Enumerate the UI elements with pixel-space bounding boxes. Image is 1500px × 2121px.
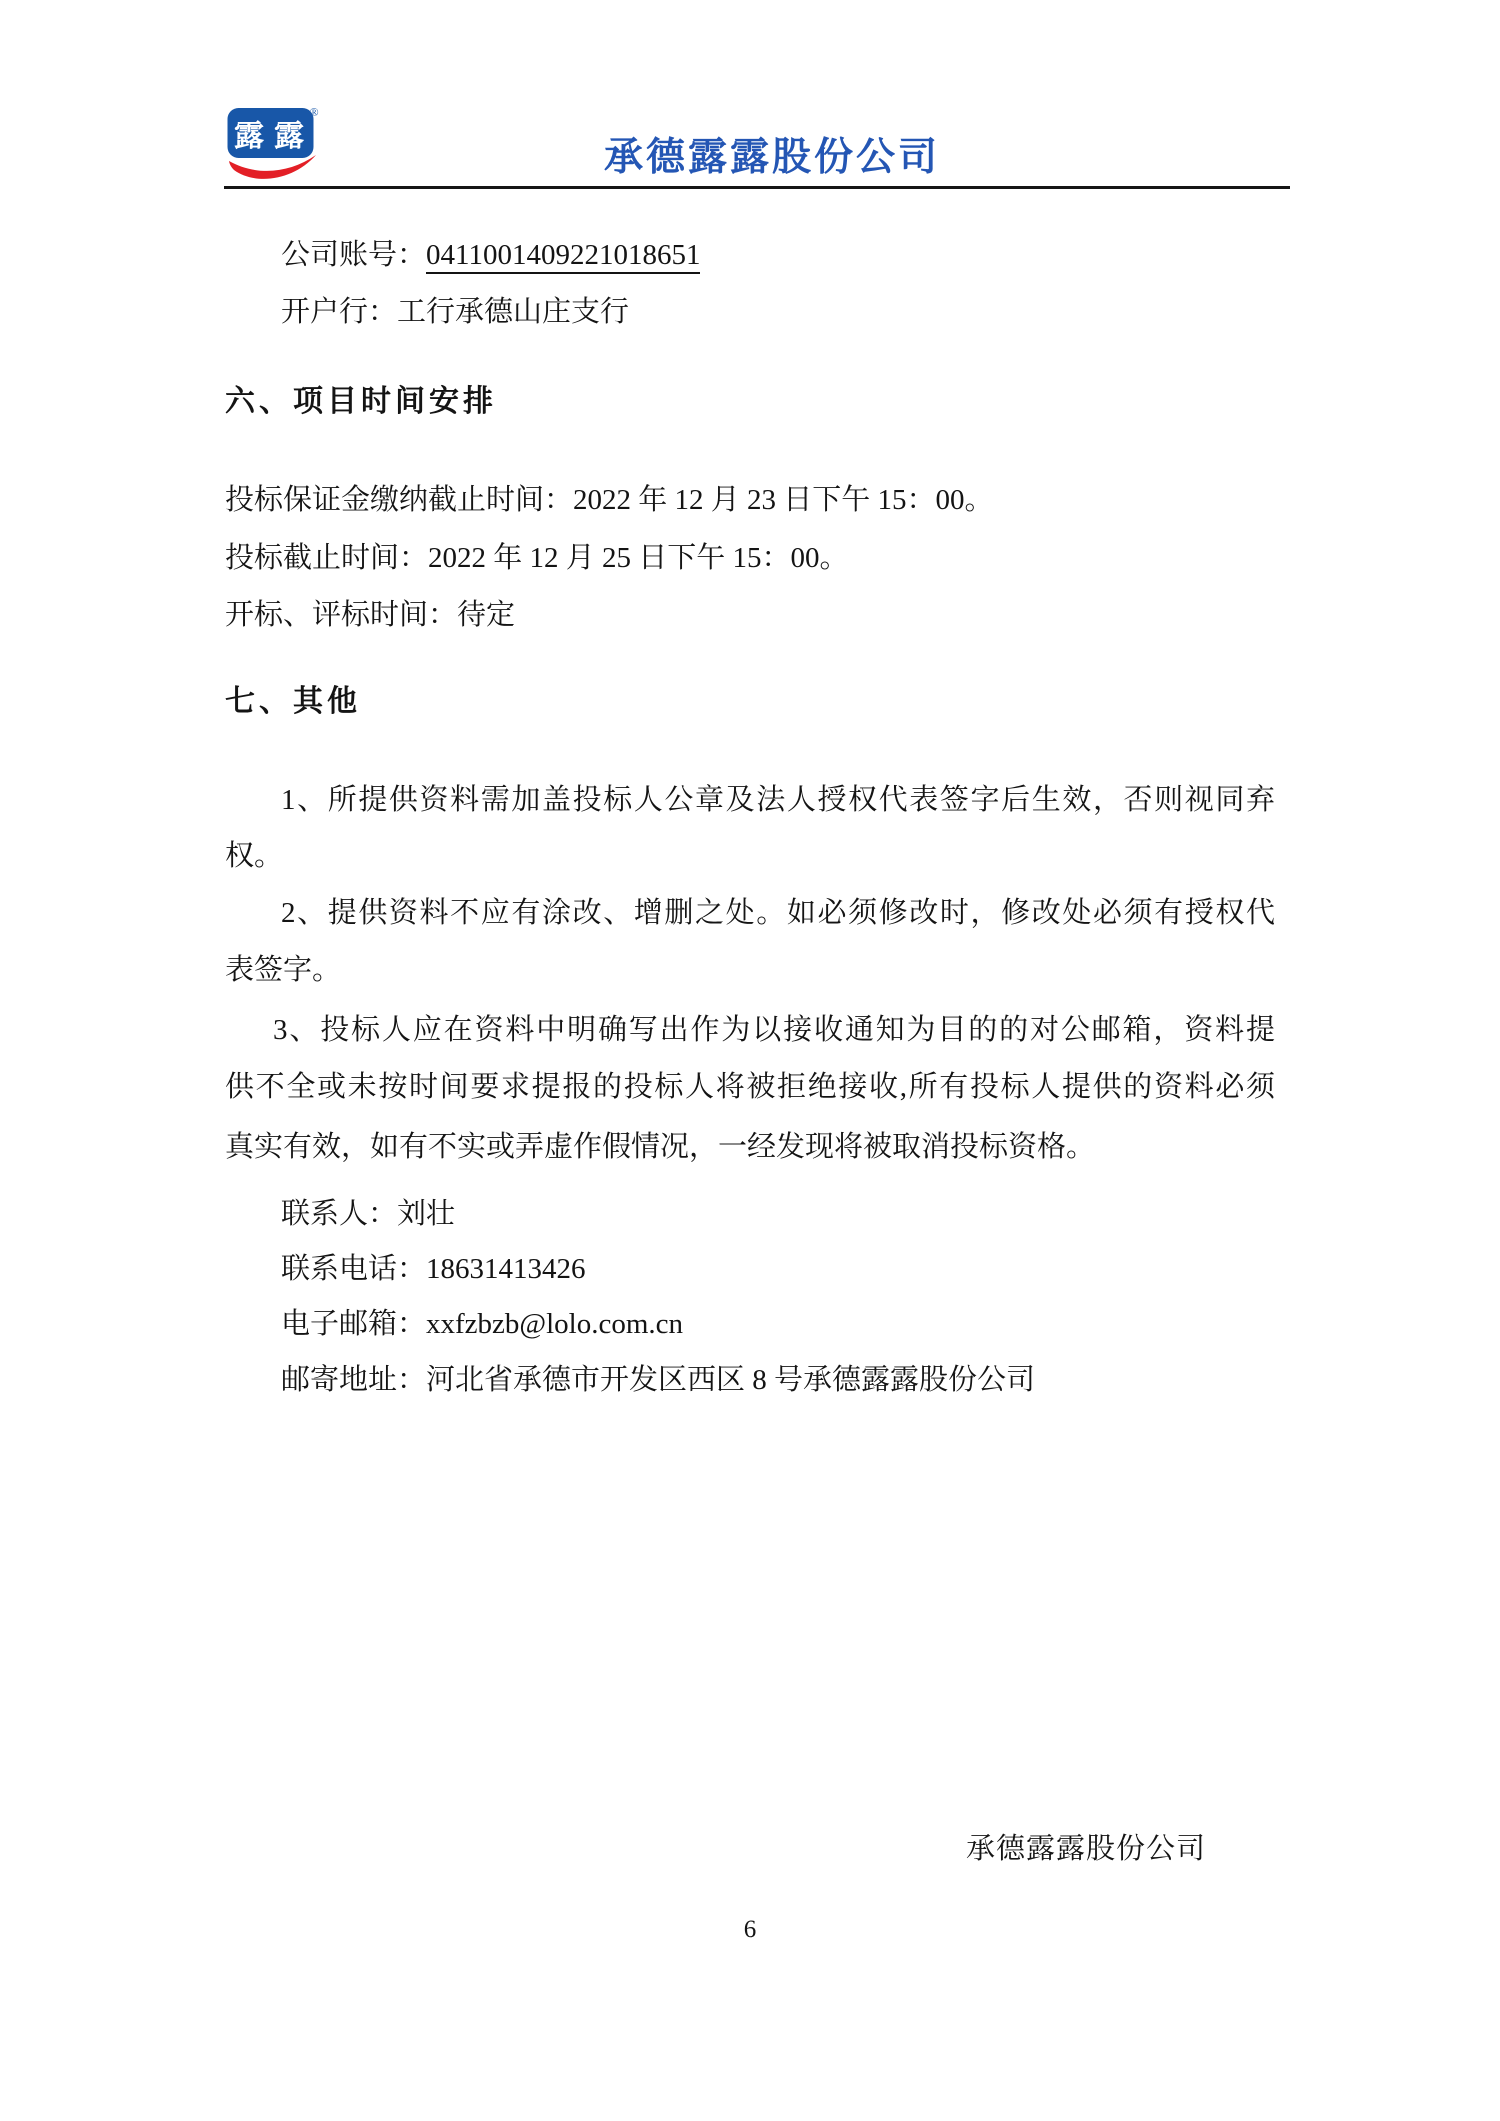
item3-line1: 3、投标人应在资料中明确写出作为以接收通知为目的的对公邮箱，资料提: [273, 1014, 1275, 1046]
item3-line2: 供不全或未按时间要求提报的投标人将被拒绝接收,所有投标人提供的资料必须: [225, 1071, 1275, 1103]
page-number: 6: [743, 1916, 757, 1943]
section-seven-heading: 七、其他: [225, 685, 361, 718]
bank-branch-line: 开户行：工行承德山庄支行: [281, 296, 630, 328]
item1-line2: 权。: [225, 840, 284, 872]
schedule-line-bid-deadline: 投标截止时间：2022 年 12 月 25 日下午 15：00。: [225, 542, 849, 574]
header-divider: [224, 186, 1290, 189]
schedule-line-deposit: 投标保证金缴纳截止时间：2022 年 12 月 23 日下午 15：00。: [225, 484, 994, 516]
item2-line2: 表签字。: [225, 954, 342, 986]
contact-name-line: 联系人：刘壮: [281, 1198, 456, 1230]
contact-address-line: 邮寄地址：河北省承德市开发区西区 8 号承德露露股份公司: [281, 1364, 1036, 1396]
bank-account-number: 0411001409221018651: [426, 239, 700, 274]
section-six-heading: 六、项目时间安排: [225, 385, 497, 418]
registered-mark: ®: [309, 105, 319, 119]
contact-phone-line: 联系电话：18631413426: [281, 1253, 586, 1285]
logo-char-1: 露: [234, 120, 264, 153]
page-title: 承德露露股份公司: [603, 136, 940, 179]
bank-account-line: [225, 237, 1275, 273]
logo-char-2: 露: [274, 120, 304, 153]
contact-email-line: 电子邮箱：xxfzbzb@lolo.com.cn: [281, 1308, 684, 1340]
bank-account-label: 公司账号：: [281, 239, 427, 271]
signature-company-name: 承德露露股份公司: [966, 1833, 1207, 1865]
item1-line1: 1、所提供资料需加盖投标人公章及法人授权代表签字后生效，否则视同弃: [281, 784, 1275, 816]
schedule-line-opening: 开标、评标时间：待定: [225, 599, 516, 631]
item3-line3: 真实有效，如有不实或弄虚作假情况，一经发现将被取消投标资格。: [225, 1131, 1096, 1163]
item2-line1: 2、提供资料不应有涂改、增删之处。如必须修改时，修改处必须有授权代: [281, 897, 1275, 929]
